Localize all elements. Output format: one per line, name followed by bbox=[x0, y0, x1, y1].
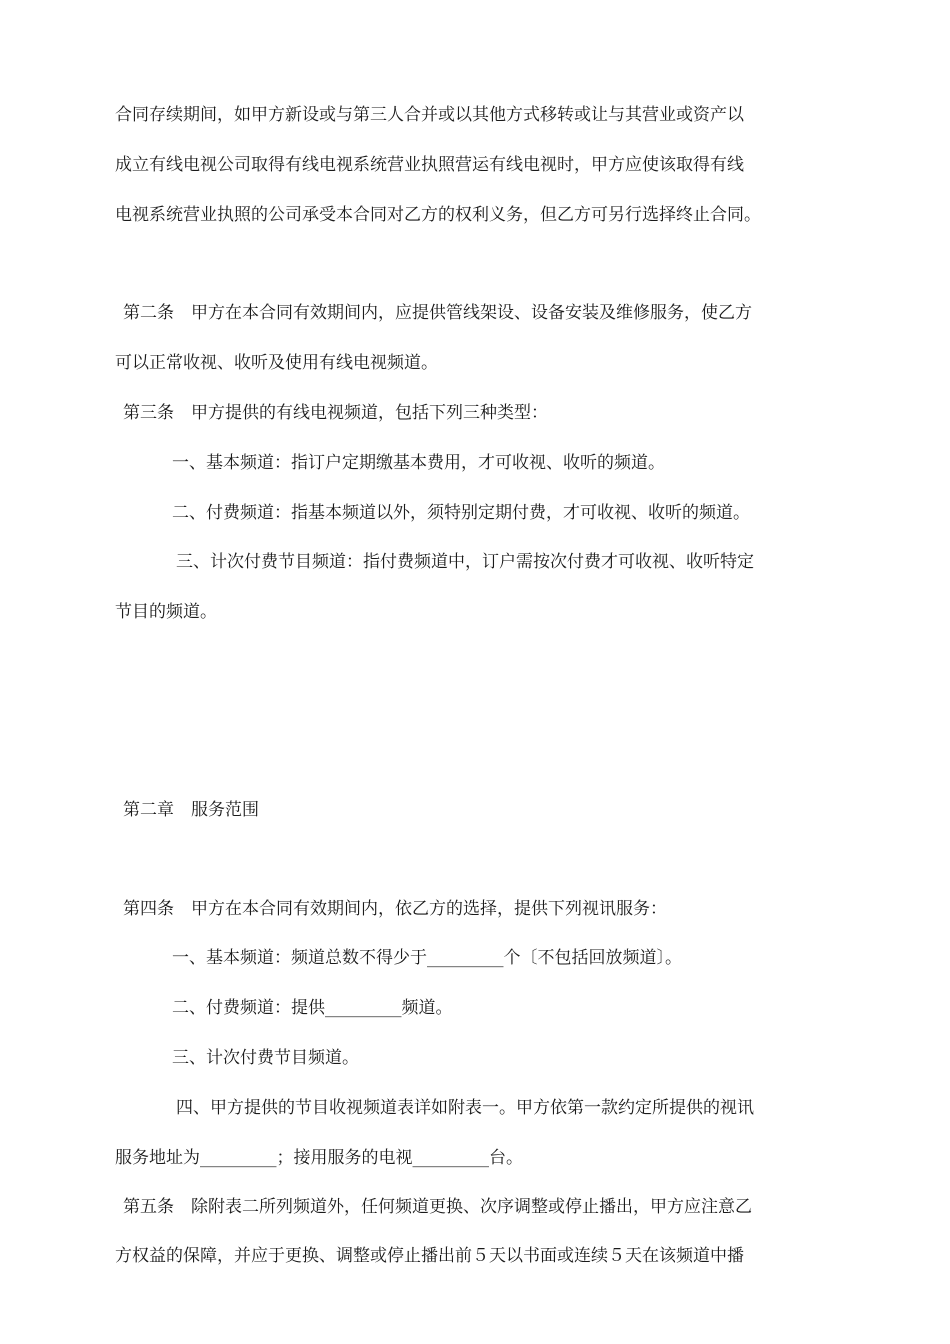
article5-line-2: 方权益的保障，并应于更换、调整或停止播出前５天以书面或连续５天在该频道中播 bbox=[115, 1246, 744, 1266]
article3-item3-line-2: 节目的频道。 bbox=[115, 602, 217, 622]
article3-item1: 一、基本频道：指订户定期缴基本费用，才可收视、收听的频道。 bbox=[172, 453, 665, 473]
article4-item4-line-1: 四、甲方提供的节目收视频道表详如附表一。甲方依第一款约定所提供的视讯 bbox=[176, 1098, 754, 1118]
article5-line-1: 第五条 除附表二所列频道外，任何频道更换、次序调整或停止播出，甲方应注意乙 bbox=[123, 1197, 752, 1217]
article3-item3-line-1: 三、计次付费节目频道：指付费频道中，订户需按次付费才可收视、收听特定 bbox=[176, 552, 754, 572]
article4-item2: 二、付费频道：提供_________频道。 bbox=[172, 998, 453, 1018]
chapter2-title: 第二章 服务范围 bbox=[123, 800, 259, 820]
article4-item1: 一、基本频道：频道总数不得少于_________个〔不包括回放频道〕。 bbox=[172, 948, 682, 968]
intro-line-3: 电视系统营业执照的公司承受本合同对乙方的权利义务，但乙方可另行选择终止合同。 bbox=[115, 205, 761, 225]
article4-item4-line-2: 服务地址为_________；接用服务的电视_________台。 bbox=[115, 1148, 523, 1168]
intro-line-1: 合同存续期间，如甲方新设或与第三人合并或以其他方式移转或让与其营业或资产以 bbox=[115, 105, 744, 125]
article3-item2: 二、付费频道：指基本频道以外，须特别定期付费，才可收视、收听的频道。 bbox=[172, 503, 750, 523]
intro-line-2: 成立有线电视公司取得有线电视系统营业执照营运有线电视时，甲方应使该取得有线 bbox=[115, 155, 744, 175]
article4-heading: 第四条 甲方在本合同有效期间内，依乙方的选择，提供下列视讯服务： bbox=[123, 899, 667, 919]
article2-line-2: 可以正常收视、收听及使用有线电视频道。 bbox=[115, 353, 438, 373]
article3-heading: 第三条 甲方提供的有线电视频道，包括下列三种类型： bbox=[123, 403, 548, 423]
article2-line-1: 第二条 甲方在本合同有效期间内，应提供管线架设、设备安装及维修服务，使乙方 bbox=[123, 303, 752, 323]
article4-item3: 三、计次付费节目频道。 bbox=[172, 1048, 359, 1068]
